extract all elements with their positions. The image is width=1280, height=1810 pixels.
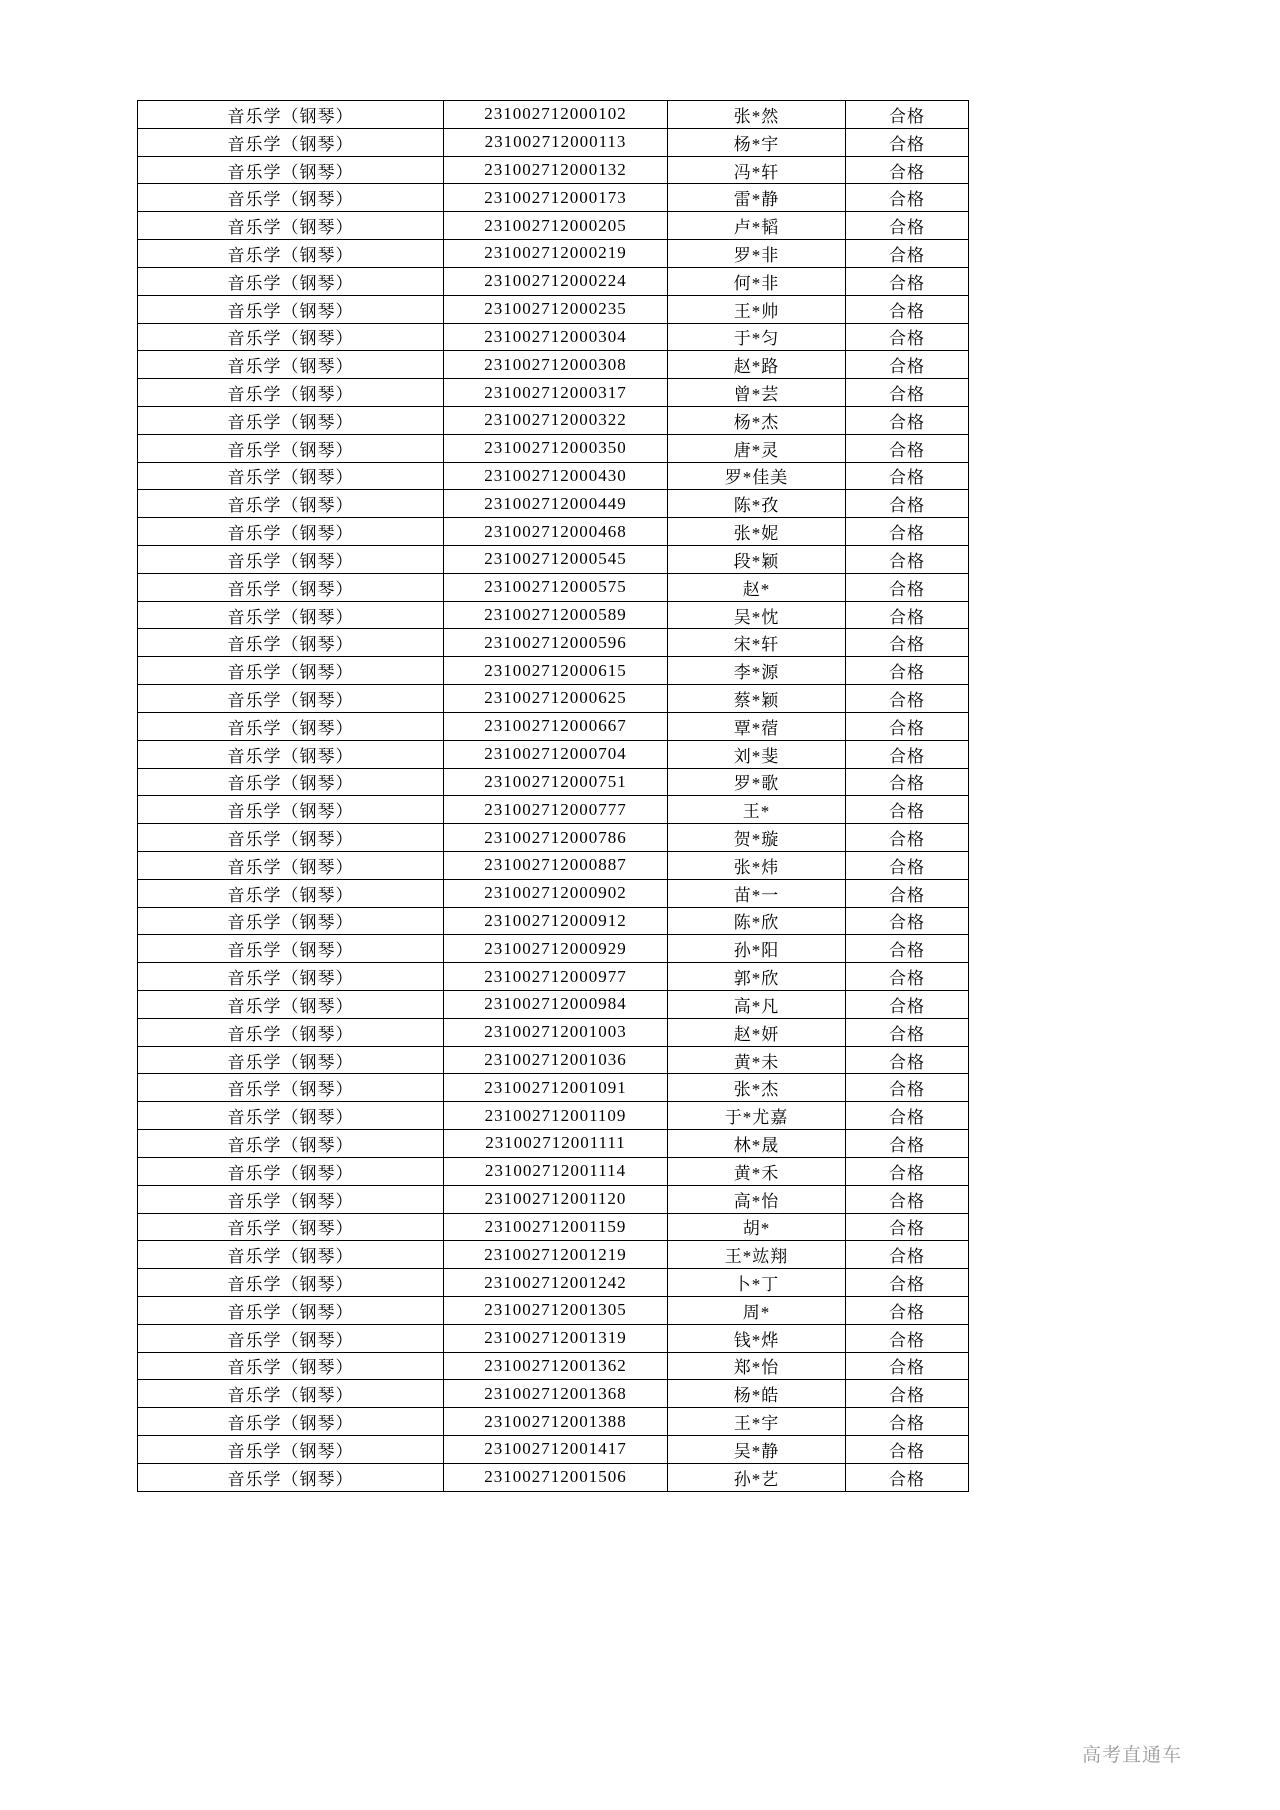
exam-number-cell: 231002712000308 bbox=[444, 351, 668, 379]
name-cell: 吴*忱 bbox=[668, 601, 846, 629]
major-cell: 音乐学（钢琴） bbox=[138, 1074, 444, 1102]
table-row bbox=[138, 629, 969, 657]
major-cell: 音乐学（钢琴） bbox=[138, 323, 444, 351]
table-row bbox=[138, 323, 969, 351]
major-cell: 音乐学（钢琴） bbox=[138, 128, 444, 156]
result-cell: 合格 bbox=[846, 1241, 969, 1269]
exam-number-cell: 231002712000102 bbox=[444, 101, 668, 129]
table-row bbox=[138, 1185, 969, 1213]
table-row bbox=[138, 1380, 969, 1408]
table-row bbox=[138, 768, 969, 796]
major-cell: 音乐学（钢琴） bbox=[138, 851, 444, 879]
result-cell: 合格 bbox=[846, 1269, 969, 1297]
table-row bbox=[138, 796, 969, 824]
major-cell: 音乐学（钢琴） bbox=[138, 1157, 444, 1185]
table-row bbox=[138, 101, 969, 129]
result-cell: 合格 bbox=[846, 685, 969, 713]
table-row bbox=[138, 1074, 969, 1102]
name-cell: 张*杰 bbox=[668, 1074, 846, 1102]
major-cell: 音乐学（钢琴） bbox=[138, 1324, 444, 1352]
table-row bbox=[138, 1436, 969, 1464]
table-row bbox=[138, 1463, 969, 1491]
name-cell: 黄*未 bbox=[668, 1046, 846, 1074]
table-row bbox=[138, 546, 969, 574]
table-row bbox=[138, 1130, 969, 1158]
table-row bbox=[138, 1241, 969, 1269]
result-cell: 合格 bbox=[846, 184, 969, 212]
result-cell: 合格 bbox=[846, 546, 969, 574]
result-cell: 合格 bbox=[846, 796, 969, 824]
name-cell: 郑*怡 bbox=[668, 1352, 846, 1380]
major-cell: 音乐学（钢琴） bbox=[138, 546, 444, 574]
table-row bbox=[138, 184, 969, 212]
exam-number-cell: 231002712000468 bbox=[444, 518, 668, 546]
name-cell: 雷*静 bbox=[668, 184, 846, 212]
name-cell: 李*源 bbox=[668, 657, 846, 685]
result-cell: 合格 bbox=[846, 1102, 969, 1130]
exam-number-cell: 231002712000350 bbox=[444, 434, 668, 462]
result-cell: 合格 bbox=[846, 490, 969, 518]
exam-number-cell: 231002712000449 bbox=[444, 490, 668, 518]
result-cell: 合格 bbox=[846, 1074, 969, 1102]
results-table bbox=[137, 100, 969, 1492]
name-cell: 宋*轩 bbox=[668, 629, 846, 657]
result-cell: 合格 bbox=[846, 1380, 969, 1408]
result-cell: 合格 bbox=[846, 1436, 969, 1464]
table-row bbox=[138, 879, 969, 907]
table-row bbox=[138, 824, 969, 852]
major-cell: 音乐学（钢琴） bbox=[138, 1352, 444, 1380]
major-cell: 音乐学（钢琴） bbox=[138, 1046, 444, 1074]
table-row bbox=[138, 935, 969, 963]
name-cell: 陈*孜 bbox=[668, 490, 846, 518]
major-cell: 音乐学（钢琴） bbox=[138, 768, 444, 796]
exam-number-cell: 231002712000322 bbox=[444, 406, 668, 434]
exam-number-cell: 231002712000205 bbox=[444, 212, 668, 240]
result-cell: 合格 bbox=[846, 1463, 969, 1491]
name-cell: 张*炜 bbox=[668, 851, 846, 879]
result-cell: 合格 bbox=[846, 907, 969, 935]
major-cell: 音乐学（钢琴） bbox=[138, 573, 444, 601]
table-row bbox=[138, 156, 969, 184]
major-cell: 音乐学（钢琴） bbox=[138, 601, 444, 629]
result-cell: 合格 bbox=[846, 1185, 969, 1213]
name-cell: 卢*韬 bbox=[668, 212, 846, 240]
result-cell: 合格 bbox=[846, 573, 969, 601]
exam-number-cell: 231002712000132 bbox=[444, 156, 668, 184]
major-cell: 音乐学（钢琴） bbox=[138, 406, 444, 434]
name-cell: 王*宇 bbox=[668, 1408, 846, 1436]
result-cell: 合格 bbox=[846, 851, 969, 879]
major-cell: 音乐学（钢琴） bbox=[138, 629, 444, 657]
exam-number-cell: 231002712001003 bbox=[444, 1018, 668, 1046]
exam-number-cell: 231002712000304 bbox=[444, 323, 668, 351]
result-cell: 合格 bbox=[846, 963, 969, 991]
exam-number-cell: 231002712000902 bbox=[444, 879, 668, 907]
result-cell: 合格 bbox=[846, 1157, 969, 1185]
table-row bbox=[138, 1269, 969, 1297]
major-cell: 音乐学（钢琴） bbox=[138, 1102, 444, 1130]
result-cell: 合格 bbox=[846, 128, 969, 156]
table-row bbox=[138, 657, 969, 685]
result-cell: 合格 bbox=[846, 601, 969, 629]
major-cell: 音乐学（钢琴） bbox=[138, 685, 444, 713]
table-row bbox=[138, 379, 969, 407]
name-cell: 孙*艺 bbox=[668, 1463, 846, 1491]
name-cell: 郭*欣 bbox=[668, 963, 846, 991]
table-row bbox=[138, 1324, 969, 1352]
name-cell: 蔡*颖 bbox=[668, 685, 846, 713]
major-cell: 音乐学（钢琴） bbox=[138, 1463, 444, 1491]
result-cell: 合格 bbox=[846, 101, 969, 129]
major-cell: 音乐学（钢琴） bbox=[138, 1269, 444, 1297]
exam-number-cell: 231002712001362 bbox=[444, 1352, 668, 1380]
name-cell: 唐*灵 bbox=[668, 434, 846, 462]
exam-number-cell: 231002712001219 bbox=[444, 1241, 668, 1269]
major-cell: 音乐学（钢琴） bbox=[138, 740, 444, 768]
result-cell: 合格 bbox=[846, 1018, 969, 1046]
major-cell: 音乐学（钢琴） bbox=[138, 1185, 444, 1213]
exam-number-cell: 231002712001114 bbox=[444, 1157, 668, 1185]
exam-number-cell: 231002712000545 bbox=[444, 546, 668, 574]
major-cell: 音乐学（钢琴） bbox=[138, 518, 444, 546]
result-cell: 合格 bbox=[846, 1408, 969, 1436]
table-row bbox=[138, 685, 969, 713]
result-cell: 合格 bbox=[846, 1046, 969, 1074]
table-row bbox=[138, 907, 969, 935]
name-cell: 曾*芸 bbox=[668, 379, 846, 407]
table-row bbox=[138, 740, 969, 768]
exam-number-cell: 231002712000912 bbox=[444, 907, 668, 935]
exam-number-cell: 231002712000977 bbox=[444, 963, 668, 991]
result-cell: 合格 bbox=[846, 1296, 969, 1324]
name-cell: 于*匀 bbox=[668, 323, 846, 351]
exam-number-cell: 231002712001368 bbox=[444, 1380, 668, 1408]
exam-number-cell: 231002712001120 bbox=[444, 1185, 668, 1213]
name-cell: 何*非 bbox=[668, 267, 846, 295]
name-cell: 张*妮 bbox=[668, 518, 846, 546]
result-cell: 合格 bbox=[846, 518, 969, 546]
table-row bbox=[138, 490, 969, 518]
table-row bbox=[138, 851, 969, 879]
exam-number-cell: 231002712000317 bbox=[444, 379, 668, 407]
result-cell: 合格 bbox=[846, 434, 969, 462]
name-cell: 罗*歌 bbox=[668, 768, 846, 796]
name-cell: 卜*丁 bbox=[668, 1269, 846, 1297]
major-cell: 音乐学（钢琴） bbox=[138, 212, 444, 240]
name-cell: 贺*璇 bbox=[668, 824, 846, 852]
exam-number-cell: 231002712001091 bbox=[444, 1074, 668, 1102]
name-cell: 覃*蓿 bbox=[668, 712, 846, 740]
exam-number-cell: 231002712000235 bbox=[444, 295, 668, 323]
table-row bbox=[138, 434, 969, 462]
major-cell: 音乐学（钢琴） bbox=[138, 824, 444, 852]
table-row bbox=[138, 573, 969, 601]
result-cell: 合格 bbox=[846, 657, 969, 685]
name-cell: 胡* bbox=[668, 1213, 846, 1241]
result-cell: 合格 bbox=[846, 462, 969, 490]
results-table-body bbox=[138, 101, 969, 1492]
major-cell: 音乐学（钢琴） bbox=[138, 295, 444, 323]
result-cell: 合格 bbox=[846, 351, 969, 379]
name-cell: 王*竑翔 bbox=[668, 1241, 846, 1269]
result-cell: 合格 bbox=[846, 156, 969, 184]
result-cell: 合格 bbox=[846, 1213, 969, 1241]
table-row bbox=[138, 406, 969, 434]
table-row bbox=[138, 1352, 969, 1380]
major-cell: 音乐学（钢琴） bbox=[138, 1296, 444, 1324]
table-row bbox=[138, 1408, 969, 1436]
result-cell: 合格 bbox=[846, 323, 969, 351]
table-row bbox=[138, 991, 969, 1019]
exam-number-cell: 231002712001242 bbox=[444, 1269, 668, 1297]
name-cell: 吴*静 bbox=[668, 1436, 846, 1464]
name-cell: 杨*杰 bbox=[668, 406, 846, 434]
watermark-text: 高考直通车 bbox=[1082, 1745, 1183, 1766]
table-row bbox=[138, 295, 969, 323]
name-cell: 赵*路 bbox=[668, 351, 846, 379]
name-cell: 王* bbox=[668, 796, 846, 824]
exam-number-cell: 231002712001036 bbox=[444, 1046, 668, 1074]
name-cell: 罗*非 bbox=[668, 240, 846, 268]
exam-number-cell: 231002712001159 bbox=[444, 1213, 668, 1241]
name-cell: 钱*烨 bbox=[668, 1324, 846, 1352]
table-row bbox=[138, 240, 969, 268]
result-cell: 合格 bbox=[846, 1324, 969, 1352]
table-row bbox=[138, 601, 969, 629]
exam-number-cell: 231002712000113 bbox=[444, 128, 668, 156]
major-cell: 音乐学（钢琴） bbox=[138, 1241, 444, 1269]
exam-number-cell: 231002712000625 bbox=[444, 685, 668, 713]
name-cell: 周* bbox=[668, 1296, 846, 1324]
major-cell: 音乐学（钢琴） bbox=[138, 267, 444, 295]
major-cell: 音乐学（钢琴） bbox=[138, 379, 444, 407]
result-cell: 合格 bbox=[846, 935, 969, 963]
major-cell: 音乐学（钢琴） bbox=[138, 1436, 444, 1464]
table-row bbox=[138, 712, 969, 740]
major-cell: 音乐学（钢琴） bbox=[138, 490, 444, 518]
table-row bbox=[138, 351, 969, 379]
name-cell: 林*晟 bbox=[668, 1130, 846, 1158]
name-cell: 陈*欣 bbox=[668, 907, 846, 935]
exam-number-cell: 231002712001111 bbox=[444, 1130, 668, 1158]
name-cell: 张*然 bbox=[668, 101, 846, 129]
result-cell: 合格 bbox=[846, 768, 969, 796]
result-cell: 合格 bbox=[846, 712, 969, 740]
result-cell: 合格 bbox=[846, 240, 969, 268]
table-row bbox=[138, 1213, 969, 1241]
table-row bbox=[138, 212, 969, 240]
exam-number-cell: 231002712000173 bbox=[444, 184, 668, 212]
exam-number-cell: 231002712000615 bbox=[444, 657, 668, 685]
name-cell: 冯*轩 bbox=[668, 156, 846, 184]
major-cell: 音乐学（钢琴） bbox=[138, 796, 444, 824]
result-cell: 合格 bbox=[846, 212, 969, 240]
exam-number-cell: 231002712000704 bbox=[444, 740, 668, 768]
major-cell: 音乐学（钢琴） bbox=[138, 1213, 444, 1241]
table-row bbox=[138, 1018, 969, 1046]
major-cell: 音乐学（钢琴） bbox=[138, 991, 444, 1019]
major-cell: 音乐学（钢琴） bbox=[138, 101, 444, 129]
table-row bbox=[138, 267, 969, 295]
result-cell: 合格 bbox=[846, 740, 969, 768]
name-cell: 赵* bbox=[668, 573, 846, 601]
name-cell: 杨*皓 bbox=[668, 1380, 846, 1408]
name-cell: 黄*禾 bbox=[668, 1157, 846, 1185]
exam-number-cell: 231002712000589 bbox=[444, 601, 668, 629]
result-cell: 合格 bbox=[846, 879, 969, 907]
major-cell: 音乐学（钢琴） bbox=[138, 1380, 444, 1408]
exam-number-cell: 231002712000984 bbox=[444, 991, 668, 1019]
name-cell: 赵*妍 bbox=[668, 1018, 846, 1046]
major-cell: 音乐学（钢琴） bbox=[138, 907, 444, 935]
major-cell: 音乐学（钢琴） bbox=[138, 657, 444, 685]
exam-number-cell: 231002712000887 bbox=[444, 851, 668, 879]
table-row bbox=[138, 1102, 969, 1130]
major-cell: 音乐学（钢琴） bbox=[138, 935, 444, 963]
major-cell: 音乐学（钢琴） bbox=[138, 351, 444, 379]
table-row bbox=[138, 128, 969, 156]
table-row bbox=[138, 462, 969, 490]
result-cell: 合格 bbox=[846, 267, 969, 295]
exam-number-cell: 231002712000219 bbox=[444, 240, 668, 268]
result-cell: 合格 bbox=[846, 629, 969, 657]
name-cell: 段*颖 bbox=[668, 546, 846, 574]
exam-number-cell: 231002712000667 bbox=[444, 712, 668, 740]
major-cell: 音乐学（钢琴） bbox=[138, 462, 444, 490]
name-cell: 罗*佳美 bbox=[668, 462, 846, 490]
name-cell: 孙*阳 bbox=[668, 935, 846, 963]
exam-number-cell: 231002712001109 bbox=[444, 1102, 668, 1130]
exam-number-cell: 231002712001305 bbox=[444, 1296, 668, 1324]
major-cell: 音乐学（钢琴） bbox=[138, 963, 444, 991]
exam-number-cell: 231002712001417 bbox=[444, 1436, 668, 1464]
exam-number-cell: 231002712000777 bbox=[444, 796, 668, 824]
exam-number-cell: 231002712001506 bbox=[444, 1463, 668, 1491]
exam-number-cell: 231002712000786 bbox=[444, 824, 668, 852]
major-cell: 音乐学（钢琴） bbox=[138, 184, 444, 212]
exam-number-cell: 231002712000430 bbox=[444, 462, 668, 490]
exam-number-cell: 231002712000929 bbox=[444, 935, 668, 963]
result-cell: 合格 bbox=[846, 379, 969, 407]
table-row bbox=[138, 1157, 969, 1185]
name-cell: 刘*斐 bbox=[668, 740, 846, 768]
result-cell: 合格 bbox=[846, 824, 969, 852]
name-cell: 杨*宇 bbox=[668, 128, 846, 156]
table-row bbox=[138, 518, 969, 546]
result-cell: 合格 bbox=[846, 1352, 969, 1380]
major-cell: 音乐学（钢琴） bbox=[138, 1408, 444, 1436]
table-row bbox=[138, 1296, 969, 1324]
exam-number-cell: 231002712000224 bbox=[444, 267, 668, 295]
major-cell: 音乐学（钢琴） bbox=[138, 434, 444, 462]
result-cell: 合格 bbox=[846, 406, 969, 434]
major-cell: 音乐学（钢琴） bbox=[138, 1018, 444, 1046]
major-cell: 音乐学（钢琴） bbox=[138, 712, 444, 740]
result-cell: 合格 bbox=[846, 295, 969, 323]
major-cell: 音乐学（钢琴） bbox=[138, 156, 444, 184]
major-cell: 音乐学（钢琴） bbox=[138, 240, 444, 268]
exam-number-cell: 231002712000575 bbox=[444, 573, 668, 601]
name-cell: 苗*一 bbox=[668, 879, 846, 907]
name-cell: 高*怡 bbox=[668, 1185, 846, 1213]
result-cell: 合格 bbox=[846, 991, 969, 1019]
result-cell: 合格 bbox=[846, 1130, 969, 1158]
table-row bbox=[138, 1046, 969, 1074]
exam-number-cell: 231002712000751 bbox=[444, 768, 668, 796]
table-row bbox=[138, 963, 969, 991]
exam-number-cell: 231002712001388 bbox=[444, 1408, 668, 1436]
name-cell: 高*凡 bbox=[668, 991, 846, 1019]
name-cell: 于*尤嘉 bbox=[668, 1102, 846, 1130]
major-cell: 音乐学（钢琴） bbox=[138, 879, 444, 907]
major-cell: 音乐学（钢琴） bbox=[138, 1130, 444, 1158]
exam-number-cell: 231002712000596 bbox=[444, 629, 668, 657]
exam-number-cell: 231002712001319 bbox=[444, 1324, 668, 1352]
name-cell: 王*帅 bbox=[668, 295, 846, 323]
